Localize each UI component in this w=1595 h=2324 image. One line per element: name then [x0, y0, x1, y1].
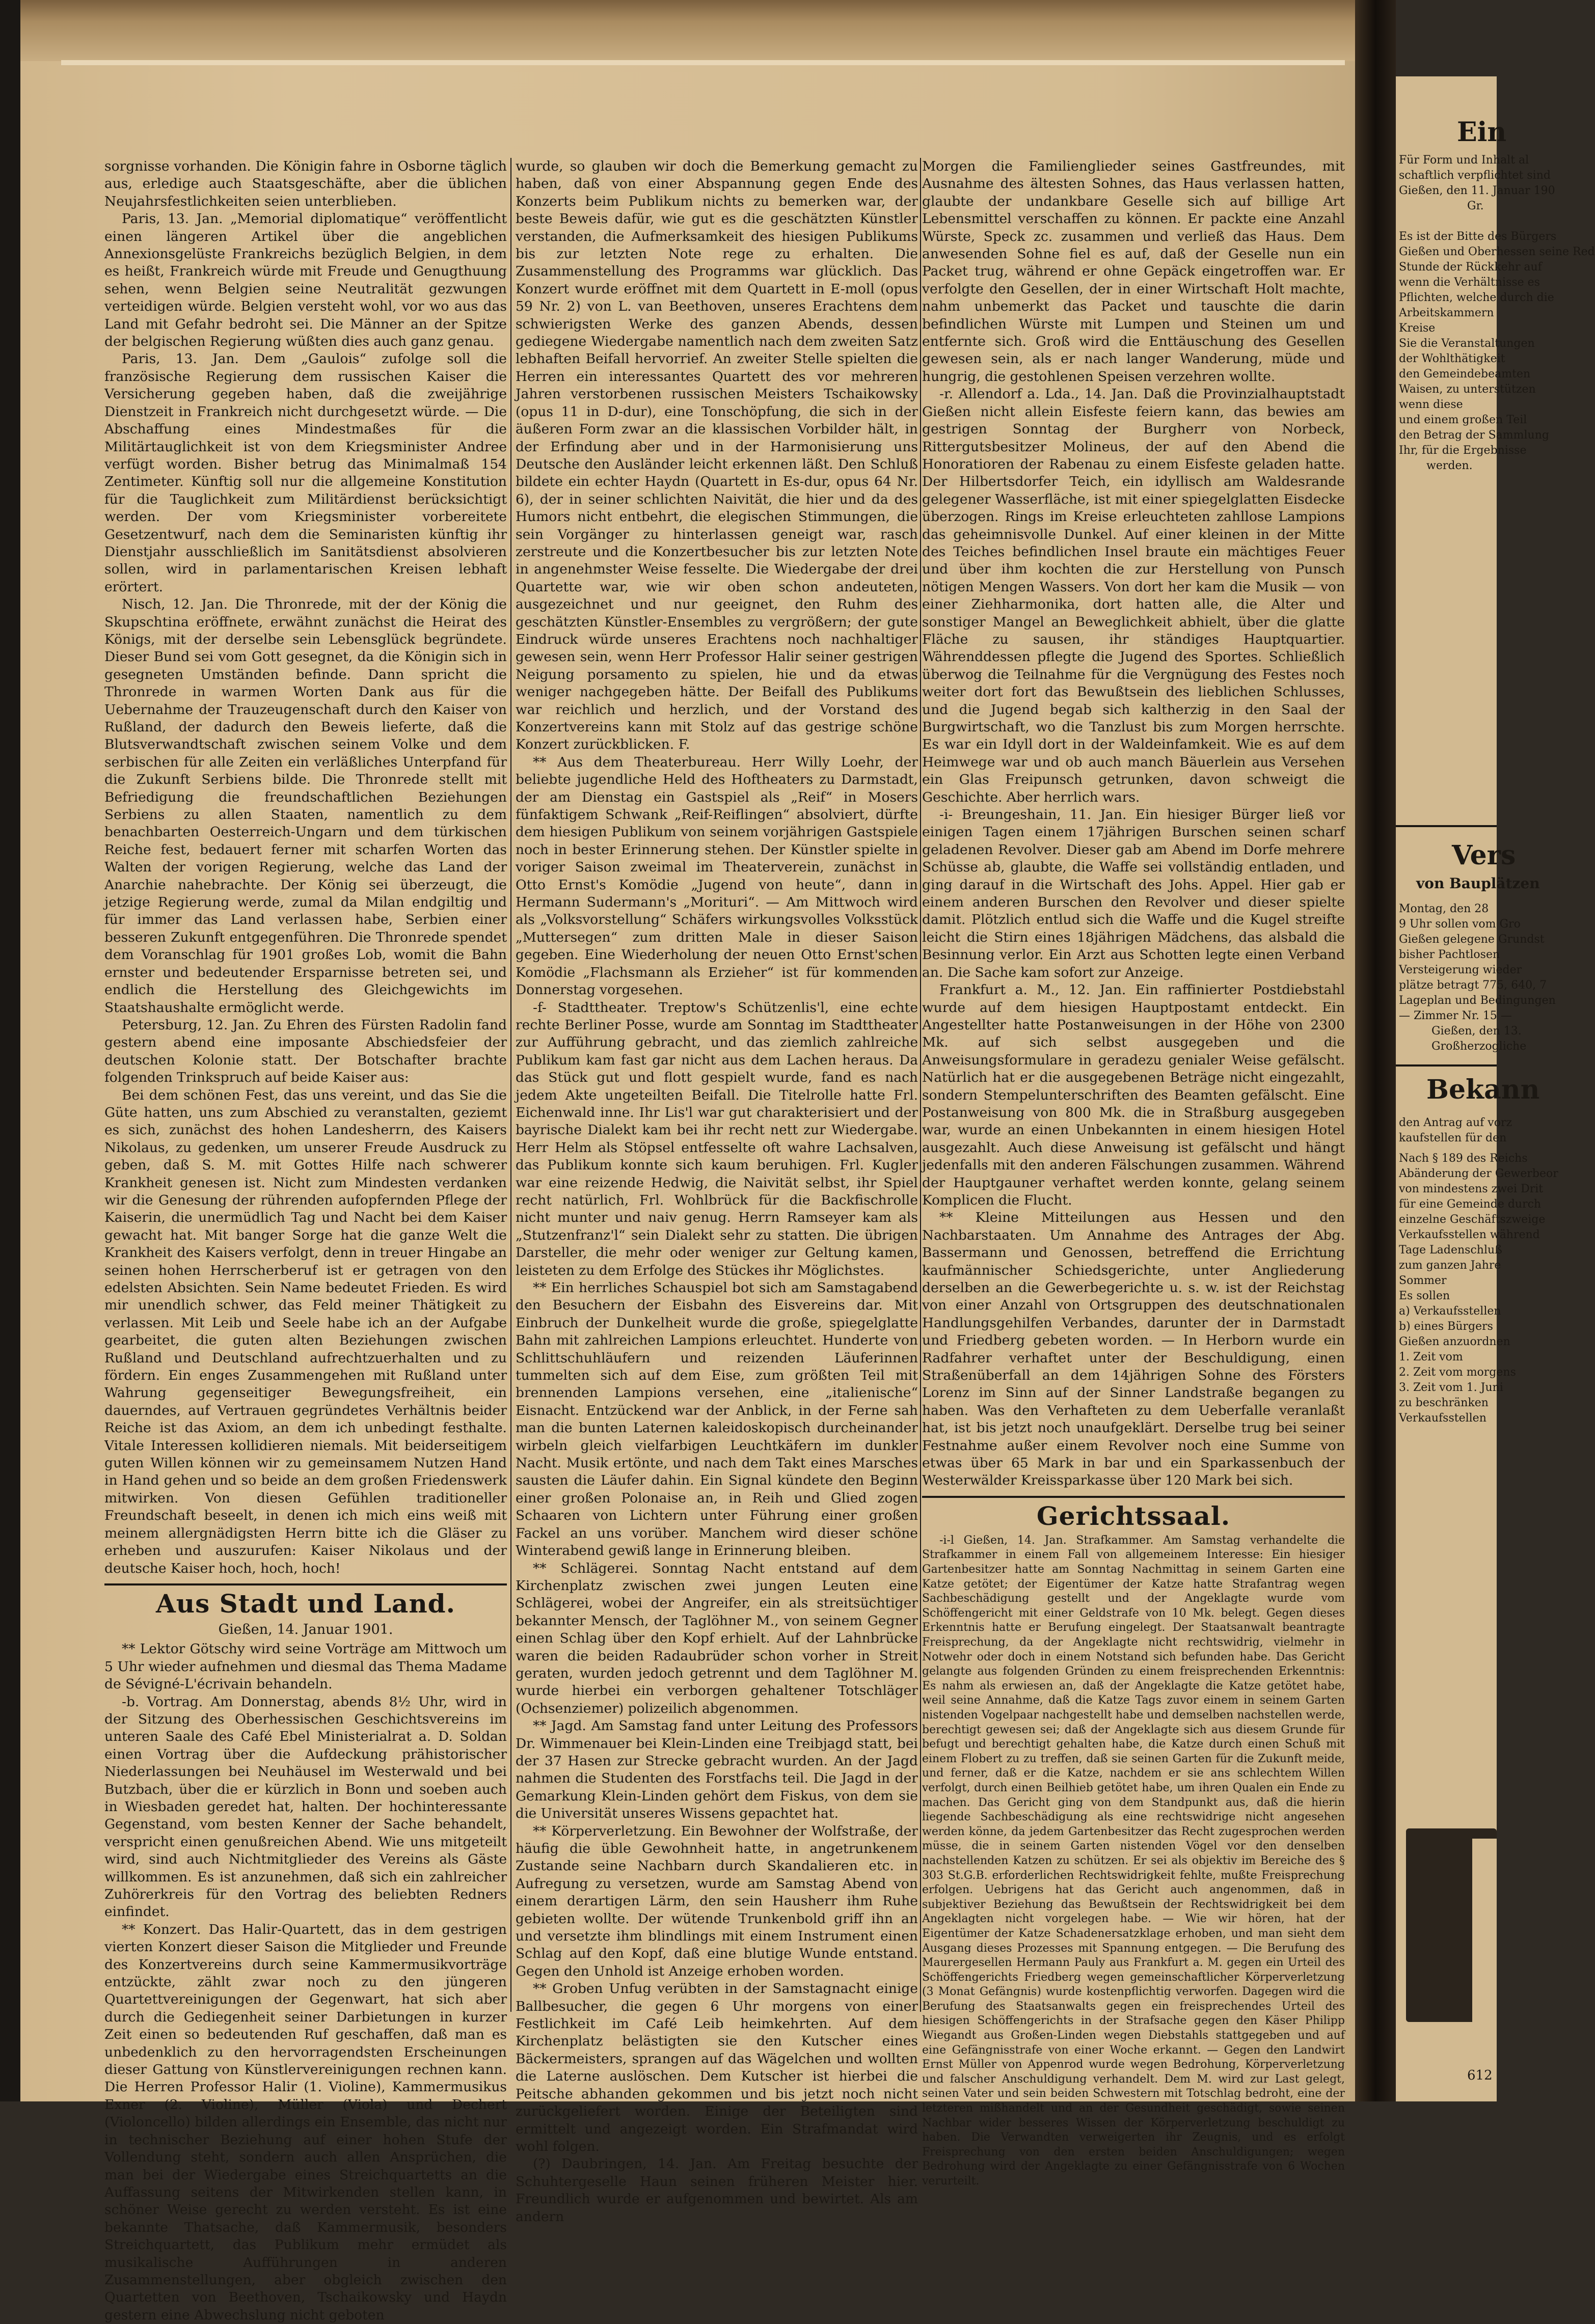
right-page-line: Sommer: [1399, 1274, 1447, 1287]
right-page-line: Verkaufsstellen: [1399, 1412, 1486, 1425]
right-page-line: Gießen und Oberhessen seine Red: [1399, 245, 1595, 258]
article-paragraph: -f- Stadttheater. Treptow's Schützenlis'l, eine echte rechte Berliner Posse, wurde am Sonntag im Stadttheater zur Aufführung gebracht, und das ziemlich zahlreiche Publikum kam fast gar nicht aus dem Lachen heraus. Da das Stück gut und flott gespielt wurde, fand es nach jedem Akte ungeteilten Beifall. Die Titelrolle hatte Frl. Eichenwald inne. Ihr Lis'l war gut charakterisiert und der bayrische Dialekt kam bei ihr recht nett zur Wiedergabe. Herr Helm als Stöpsel entfesselte oft wahre Lachsalven, das Publikum konnte sich kaum beruhigen. Frl. Kugler war eine reizende Hedwig, die Naivität selbst, ihr Spiel recht natürlich, Frl. Wohlbrück für die Backfischrolle nicht munter und naiv genug. Herrn Ramseyer kam als „Stutzenfranz'l“ sein Dialekt sehr zu statten. Die übrigen Darsteller, die mehr oder weniger zur Geltung kamen, leisteten zu dem Erfolge des Stückes ihr Möglichstes.: [516, 999, 918, 1278]
right-page-line: 9 Uhr sollen vom Gro: [1399, 918, 1521, 931]
article-paragraph: -r. Allendorf a. Lda., 14. Jan. Daß die Provinzialhauptstadt Gießen nicht allein Eisfeste feiern kann, das bewies am gestrigen Sonntag der Burgherr von Norbeck, Rittergutsbesitzer Molineus, der auf den Abend die Honoratioren der Rabenau zu einem Eisfeste geladen hatte. Der Hilbertsdorfer Teich, ein idyllisch am Waldesrande gelegener Wasserfläche, ist mit einer spiegelglatten Eisdecke überzogen. Rings im Kreise erleuchteten zahllose Lampions das geheimnisvolle Dunkel. Auf einer kleinen in der Mitte des Teiches befindlichen Insel braute ein mächtiges Feuer und über ihm kochten die zur Herstellung von Punsch nötigen Mengen Wassers. Von dort her kam die Musik — von einer Ziehharmonika, dort hatten alle, die Alter und sonstiger Mangel an Beweglichkeit abhielt, über die glatte Fläche zu sausen, ihr ständiges Hauptquartier. Währenddessen pflegte die Jugend des Sportes. Schließlich überwog die Teilnahme für die Vergnügung des Festes noch weiter dort fort das Bewußtsein des lieblichen Schlusses, und die Jugend begab sich kaltherzig in den Saal der Burgwirtschaft, wo die Tanzlust bis zum Morgen herrschte. Es war ein Idyll dort in der Waldeinfamkeit. Wie es auf dem Heimwege war und ob auch manch Bäuerlein aus Versehen ein Glas Freipunsch getrunken, davon schweigt die Geschichte. Aber herrlich wars.: [922, 386, 1345, 805]
article-paragraph: ** Kleine Mitteilungen aus Hessen und den Nachbarstaaten. Um Annahme des Antrages der Abg. Bassermann und Genossen, betreffend die Errichtung kaufmännischer Schiedsgerichte, unter Angliederung derselben an die Gewerbegerichte u. s. w. ist der Reichstag von einer Anzahl von Ortsgruppen des deutschnationalen Handlungsgehilfen Verbandes, darunter der in Darmstadt und Friedberg gebeten worden. — In Herborn wurde ein Radfahrer verhaftet unter der Beschuldigung, einen Straßenüberfall an dem 14jährigen Sohne des Försters Lorenz im Sinn auf der Sinner Landstraße begangen zu haben. Was den Verhafteten zu dem Ueberfalle veranlaßt hat, ist bis jetzt noch unaufgeklärt. Derselbe trug bei seiner Festnahme außer einem Revolver noch eine Summe von etwas über 65 Mark in bar und ein Sparkassenbuch der Westerwälder Kreissparkasse über 120 Mark bei sich.: [922, 1210, 1345, 1489]
court-report: -i-l Gießen, 14. Jan. Strafkammer. Am Samstag verhandelte die Strafkammer in einem Fall von allgemeinem Interesse: Ein hiesiger Gartenbesitzer hatte am Sonntag Nachmittag in seinem Garten eine Katze getötet; der Eigentümer der Katze hatte Strafantrag wegen Sachbeschädigung gestellt und der Angeklagte wurde vom Schöffengericht mit einer Geldstrafe von 10 Mk. belegt. Gegen dieses Erkenntnis hatte er Berufung eingelegt. Der Staatsanwalt beantragte Freisprechung, da der Angeklagte nicht rechtswidrig, vielmehr in Notwehr oder doch in einem Notstand sich befunden habe. Das Gericht gelangte aus folgenden Gründen zu einem freisprechenden Erkenntnis: Es nahm als erwiesen an, daß der Angeklagte die Katze getötet habe, weil seine Annahme, daß die Katze Tags zuvor einem in seinem Garten nistenden Vogelpaar nachgestellt habe und demselben nachstellen werde, berechtigt gewesen sei; daß der Angeklagte sich aus diesem Grunde für befugt und berechtigt gehalten habe, die Katze durch einen Schuß mit einem Flobert zu zu treffen, daß sie seinen Garten für die Zukunft meide, und ferner, daß er die Katze, nachdem er sie ans schlechtem Willen verfolgt, durch einen Beilhieb getötet habe, um ihren Qualen ein Ende zu machen. Das Gericht ging von dem Standpunkt aus, daß die hierin liegende Sachbeschädigung als eine rechtswidrige nicht angesehen werden könne, da jedem Gartenbesitzer das Recht zugesprochen werden müsse, die in seinem Garten nistenden Vögel vor den denselben nachstellenden Katzen zu schützen. Er sei als objektiv im Bereiche des § 303 St.G.B. erforderlichen Rechtswidrigkeit fehlte, mußte Freisprechung erfolgen. Uebrigens hat das Gericht auch angenommen, daß in subjektiver Beziehung das Bewußtsein der Rechtswidrigkeit bei dem Angeklagten nicht vorgelegen habe. — Wie wir hören, hat der Eigentümer der Katze Schadenersatzklage erhoben, und man sieht dem Ausgang dieses Prozesses mit Spannung entgegen. — Die Berufung des Maurergesellen Hermann Pauly aus Frankfurt a. M. gegen ein Urteil des Schöffengerichts Friedberg wegen gemeinschaftlicher Körperverletzung (3 Monat Gefängnis) wurde kostenpflichtig verworfen. Dagegen wird die Berufung des Staatsanwalts gegen ein freisprechendes Urteil des hiesigen Schöffengerichts in der Strafsache gegen den Käser Philipp Wiegandt aus Großen-Linden wegen Diebstahls stattgegeben und auf eine Gefängnisstrafe von einer Woche erkannt. — Gegen den Landwirt Ernst Müller von Appenrod wurde wegen Bedrohung, Körperverletzung und falscher Anschuldigung verhandelt. Dem M. wird zur Last gelegt, seinen Vater und sein beiden Schwestern mit Totschlag bedroht, eine der letzteren mißhandelt und an der Gesundheit geschädigt, sowie seinen Nachbar wider besseres Wissen der Körperverletzung beschuldigt zu haben. Die Verwandten verweigerten ihr Zeugnis, und es erfolgt Freisprechung von den ersten beiden Anschuldigungen; wegen Bedrohung wird der Angeklagte zu einer Gefängnisstrafe von 6 Wochen verurteilt.: [922, 1534, 1345, 2188]
right-page-line: für eine Gemeinde durch: [1399, 1198, 1542, 1211]
article-paragraph: ** Aus dem Theaterbureau. Herr Willy Loehr, der beliebte jugendliche Held des Hoftheaters zu Darmstadt, der am Dienstag ein Gastspiel als „Reif“ in Mosers fünfaktigem Schwank „Reif-Reiflingen“ absolviert, dürfte dem hiesigen Publikum von seinem vorjährigen Gastspiele noch in bester Erinnerung stehen. Der Künstler spielte in voriger Saison zweimal im Theaterverein, zunächst in Otto Ernst's Komödie „Jugend von heute“, dann in Hermann Sudermann's „Morituri“. — Am Mittwoch wird als „Volksvorstellung“ Schäfers wirkungsvolles Volksstück „Muttersegen“ zum dritten Male in dieser Saison gegeben. Eine Wiederholung der neuen Otto Ernst'schen Komödie „Flachsmann als Erzieher“ ist für kommenden Donnerstag vorgesehen.: [516, 754, 918, 998]
top-paper-edge: [61, 60, 1345, 65]
right-page-line: 3. Zeit vom 1. Juni: [1399, 1381, 1503, 1394]
section-rule: [922, 1493, 1345, 1498]
right-page-line: plätze betragt 775, 640, 7: [1399, 979, 1547, 992]
right-page-line: Gr.: [1467, 200, 1484, 212]
column-1: [104, 158, 507, 2324]
right-page-line: Waisen, zu unterstützen: [1399, 383, 1536, 396]
right-page-line: Es ist der Bitte des Bürgers: [1399, 230, 1557, 243]
top-fold: [20, 0, 1355, 61]
article-paragraph: ** Ein herrliches Schauspiel bot sich am Samstagabend den Besuchern der Eisbahn des Eisvereins dar. Mit Einbruch der Dunkelheit wurde die große, spiegelglatte Bahn mit zahlreichen Lampions erleuchtet. Hunderte von Schlittschuhläufern und reizenden Läuferinnen tummelten sich auf dem Eise, zum größten Teil mit brennenden Lampions versehen, eine „italienische“ Eisnacht. Entzückend war der Anblick, in der Ferne sah man die bunten Laternen kaleidoskopisch durcheinander wirbeln gleich vielfarbigen Leuchtkäfern im dunkler Nacht. Musik ertönte, und nach dem Takt eines Marsches sausten die Läufer dahin. Ein Signal kündete den Beginn einer großen Polonaise an, in Reih und Glied zogen Schaaren von Lichtern unter Führung einer großen Fackel an uns vorüber. Manchem wird dieser schöne Winterabend gewiß lange in Erinnerung bleiben.: [516, 1280, 918, 1559]
right-page-line: Gießen anzuordnen: [1399, 1335, 1510, 1348]
right-page-line: Versteigerung wieder: [1399, 964, 1522, 976]
right-page-line: Gießen, den 13.: [1431, 1025, 1522, 1037]
article-paragraph: Frankfurt a. M., 12. Jan. Ein raffinierter Postdiebstahl wurde auf dem hiesigen Hauptpostamt entdeckt. Ein Angestellter hatte Postanweisungen in der Höhe von 2300 Mk. auf sich selbst ausgegeben und die Anweisungsformulare in geradezu genialer Weise gefälscht. Natürlich hat er die ausgegebenen Beträge nicht eingezahlt, sondern Stempelunterschriften des Beamten gefälscht. Eine Postanweisung von 800 Mk. die in Straßburg ausgegeben war, wurde an einen Unbekannten in einem hiesigen Hotel ausgezahlt. Auch diese Anweisung ist gefälscht und hängt jedenfalls mit den anderen Fälschungen zusammen. Während der Hauptgauner verhaftet werden konnte, gelang seinem Komplicen die Flucht.: [922, 982, 1345, 1208]
right-page-line: Gießen gelegene Grundst: [1399, 933, 1545, 946]
right-page-line: Für Form und Inhalt al: [1399, 154, 1529, 167]
article-paragraph: ** Konzert. Das Halir-Quartett, das in dem gestrigen vierten Konzert dieser Saison die Mitglieder und Freunde des Konzertvereins durch seine Kammermusikvorträge entzückte, zählt zwar noch zu den jüngeren Quartettvereinigungen der Gegenwart, hat sich aber durch die Gediegenheit seiner Darbietungen in kurzer Zeit einen so bedeutenden Ruf geschaffen, daß man es unbedenklich zu den hervorragendsten Erscheinungen dieser Gattung von Künstlervereinigungen rechnen kann. Die Herren Professor Halir (1. Violine), Kammermusikus Exner (2. Violine), Müller (Viola) und Dechert (Violoncello) bilden allerdings ein Ensemble, das nicht nur in technischer Beziehung auf einer hohen Stufe der Vollendung steht, sondern auch allen Ansprüchen, die man bei der Wiedergabe eines Streichquartetts an die Auffassung seitens der Mitwirkenden stellen kann, in schöner Weise gerecht zu werden versteht. Es ist eine bekannte Thatsache, daß Kammermusik, besonders Streichquartett, das Publikum mehr ermüdet als musikalische Aufführungen in anderen Zusammenstellungen, aber obgleich zwischen den Quartetten von Beethoven, Tschaikowsky und Haydn gestern eine Abwechslung nicht geboten: [104, 1921, 507, 2323]
right-page-heading: Vers: [1452, 840, 1516, 871]
article-paragraph: Bei dem schönen Fest, das uns vereint, und das Sie die Güte hatten, uns zum Abschied zu veranstalten, geziemt es sich, zunächst des hohen Landesherrn, des Kaisers Nikolaus, zu gedenken, um unserer Freude Ausdruck zu geben, daß S. M. mit Gottes Hilfe nach schwerer Krankheit genesen ist. Nicht zum Mindesten verdanken wir die Genesung der rührenden aufopfernden Pflege der Kaiserin, die unermüdlich Tag und Nacht bei dem Kaiser gewacht hat. Mit banger Sorge hat die ganze Welt die Krankheit des Kaisers verfolgt, denn in treuer Hingabe an seinen hohen Herrscherberuf ist er getragen von den edelsten Absichten. Sein Name bedeutet Frieden. Es wird mir unendlich schwer, das Feld meiner Thätigkeit zu verlassen. Mit Leib und Seele habe ich an der Aufgabe gearbeitet, die guten alten Beziehungen zwischen Rußland und Deutschland aufrechtzuerhalten und zu fördern. Ein enges Zusammengehen mit Rußland unter Wahrung gegenseitiger Bewegungsfreiheit, ein dauerndes, auf Vertrauen gegründetes Verhältnis beider Reiche ist das Axiom, an dem ich unbedingt festhalte. Vitale Interessen kollidieren niemals. Mit beiderseitigem guten Willen können wir zu gemeinsamem Nutzen Hand in Hand gehen und so beide an dem großen Friedenswerk mitwirken. Von diesen Gefühlen traditioneller Freundschaft beseelt, in denen ich mich eins weiß mit meinem allergnädigsten Herrn bitte ich die Gläser zu erheben und auszurufen: Kaiser Nikolaus und der deutsche Kaiser hoch, hoch, hoch!: [104, 1087, 507, 1576]
column-2: [516, 158, 918, 2226]
article-paragraph: Petersburg, 12. Jan. Zu Ehren des Fürsten Radolin fand gestern abend eine imposante Abschiedsfeier der deutschen Kolonie statt. Der Botschafter brachte folgenden Trinkspruch auf beide Kaiser aus:: [104, 1017, 507, 1086]
right-page-line: — Zimmer Nr. 15 —: [1399, 1009, 1512, 1022]
right-page-line: bisher Pachtlosen: [1399, 948, 1500, 961]
article-paragraph: ** Groben Unfug verübten in der Samstagnacht einige Ballbesucher, die gegen 6 Uhr morgens von einer Festlichkeit im Café Leib heimkehrten. Auf dem Kirchenplatz belästigten sie den Kutscher eines Bäckermeisters, sprangen auf das Wägelchen und wollten die Laterne auslöschen. Dem Kutscher ist hierbei die Peitsche abhanden gekommen und bis jetzt noch nicht zurückgeliefert worden. Einige der Beteiligten sind ermittelt und angezeigt worden. Ein Strafmandat wird wohl folgen.: [516, 1981, 918, 2154]
column-divider: [510, 158, 511, 2012]
right-page-line: wenn diese: [1399, 398, 1463, 411]
article-paragraph: (?) Daubringen, 14. Jan. Am Freitag besuchte der Schuhtergeselle Haun seinen früheren Meister hier. Freundlich wurde er aufgenommen und bewirtet. Als am andern: [516, 2156, 918, 2225]
article-paragraph: ** Lektor Götschy wird seine Vorträge am Mittwoch um 5 Uhr wieder aufnehmen und diesmal das Thema Madame de Sévigné-L'écrivain behandeln.: [104, 1641, 507, 1692]
right-page-line: den Betrag der Sammlung: [1399, 429, 1549, 442]
right-page-line: a) Verkaufsstellen: [1399, 1305, 1501, 1318]
right-page-line: Pflichten, welche durch die: [1399, 291, 1554, 304]
article-paragraph: Paris, 13. Jan. Dem „Gaulois“ zufolge soll die französische Regierung dem russischen Kaiser die Versicherung gegeben haben, daß die zweijährige Dienstzeit in Frankreich nicht durchgesetzt würde. — Die Abschaffung eines Mindestmaßes für die Militärtauglichkeit ist von dem Kriegsminister Andree verfügt worden. Bisher betrug das Minimalmaß 154 Zentimeter. Künftig soll nur die allgemeine Konstitution für die Tauglichkeit zum Militärdienst berücksichtigt werden. Der vom Kriegsminister vorbereitete Gesetzentwurf, nach dem die Seminaristen künftig ihr Dienstjahr ausschließlich im Sanitätsdienst absolvieren sollen, wird in parlamentarischen Kreisen lebhaft erörtert.: [104, 351, 507, 595]
right-page-line: Abänderung der Gewerbeor: [1399, 1167, 1558, 1180]
right-page-subheading: von Bauplätzen: [1416, 875, 1540, 892]
right-page-line: den Gemeindebeamten: [1399, 368, 1531, 380]
right-page: [1396, 76, 1595, 2101]
right-page-line: einzelne Geschäftszweige: [1399, 1213, 1546, 1226]
article-paragraph: wurde, so glauben wir doch die Bemerkung gemacht zu haben, daß von einer Abspannung gegen Ende des Konzerts beim Publikum nichts zu bemerken war, der beste Beweis dafür, wie gut es die geschätzten Künstler verstanden, die Aufmerksamkeit des hiesigen Publikums bis zur letzten Note rege zu erhalten. Die Zusammenstellung des Programms war glücklich. Das Konzert wurde eröffnet mit dem Quartett in E-moll (opus 59 Nr. 2) von L. van Beethoven, unseres Erachtens dem schwierigsten Werke des ganzen Abends, dessen gediegene Wiedergabe namentlich nach dem zweiten Satz lebhaften Beifall hervorrief. An zweiter Stelle spielten die Herren ein interessantes Quartett des vor mehreren Jahren verstorbenen russischen Meisters Tschaikowsky (opus 11 in D-dur), eine Tonschöpfung, die sich in der äußeren Form zwar an die klassischen Vorbilder hält, in der Erfindung aber und in der Harmonisierung uns Deutsche den Ausländer leicht erkennen läßt. Den Schluß bildete ein echter Haydn (Quartett in Es-dur, opus 64 Nr. 6), der in seiner schlichten Naivität, die hier und da des Humors nicht entbehrt, die elegischen Stimmungen, die sein Vorgänger zu hinterlassen geneigt war, rasch zerstreute und die Konzertbesucher bis zur letzten Note in angenehmster Weise fesselte. Die Wiedergabe der drei Quartette war, wie wir oben schon andeuteten, ausgezeichnet und nur geeignet, den Ruhm des geschätzten Künstler-Ensembles zu vergrößern; der gute Eindruck würde unseres Erachtens noch nachhaltiger gewesen sein, wenn Herr Professor Halir seiner gestrigen Neigung porsamento zu spielen, hie und da etwas weniger nachgegeben hätte. Der Beifall des Publikums war reichlich und herzlich, und der Vorstand des Konzertvereins kann mit Stolz auf das gestrige schöne Konzert zurückblicken. F.: [516, 158, 918, 753]
column-divider: [920, 158, 921, 2012]
right-page-line: Es sollen: [1399, 1290, 1450, 1302]
right-page-line: von mindestens zwei Drit: [1399, 1183, 1544, 1195]
right-page-line: werden.: [1426, 459, 1473, 472]
right-page-line: Stunde der Rückkehr auf: [1399, 261, 1542, 274]
article-paragraph: ** Jagd. Am Samstag fand unter Leitung des Professors Dr. Wimmenauer bei Klein-Linden eine Treibjagd statt, bei der 37 Hasen zur Strecke gebracht wurden. An der Jagd nahmen die Studenten des Forstfachs teil. Die Jagd in der Gemarkung Klein-Linden gehört dem Fiskus, von dem sie die Universität unseres Wissens gepachtet hat.: [516, 1718, 918, 1822]
right-page-heading: Bekann: [1426, 1074, 1540, 1105]
article-paragraph: ** Schlägerei. Sonntag Nacht entstand auf dem Kirchenplatz zwischen zwei jungen Leuten eine Schlägerei, wobei der Angreifer, ein als streitsüchtiger bekannter Mensch, der Taglöhner M., von seinem Gegner einen Schlag über den Kopf erhielt. Auf der Lahnbrücke waren die beiden Radaubrüder schon vorher in Streit geraten, wurden jedoch getrennt und dem Taglöhner M. wurde hierbei ein verborgen gehaltener Totschläger (Ochsenziemer) polizeilich abgenommen.: [516, 1560, 918, 1716]
right-page-line: zum ganzen Jahre: [1399, 1259, 1501, 1272]
right-page-line: den Antrag auf vorz: [1399, 1116, 1512, 1129]
page-number: 612: [1467, 2068, 1493, 2083]
article-paragraph: Paris, 13. Jan. „Memorial diplomatique“ veröffentlicht einen längeren Artikel über die angeblichen Annexionsgelüste Frankreichs bezüglich Belgien, in dem es heißt, Frankreich würde mit Freude und Genugthuung sehen, wenn Belgien seine Neutralität gezwungen verteidigen würde. Belgien versteht wohl, vor wo aus das Land mit Gefahr bedroht sei. Die Männer an der Spitze der belgischen Regierung wüßten dies auch ganz genau.: [104, 211, 507, 350]
right-page-line: Sie die Veranstaltungen: [1399, 337, 1535, 350]
section-title: Gerichtssaal.: [1036, 1500, 1231, 1531]
right-page-rule: [1396, 1064, 1497, 1067]
article-paragraph: Morgen die Familienglieder seines Gastfreundes, mit Ausnahme des ältesten Sohnes, das Haus verlassen hatten, glaubte der undankbare Geselle sich auf billige Art Lebensmittel verschaffen zu können. Er packte eine Anzahl Würste, Speck zc. zusammen und verließ das Haus. Dem anwesenden Sohne fiel es auf, daß der Geselle nun ein Packet trug, während er ohne Gepäck eingetroffen war. Er verfolgte den Gesellen, der in einer Wirtschaft Holt machte, nahm unbemerkt das Packet und tauschte die darin befindlichen Würste mit Lumpen und Steinen um und entfernte sich. Groß wird die Enttäuschung des Gesellen gewesen sein, als er nach langer Wanderung, müde und hungrig, die gestohlenen Speisen verzehren wollte.: [922, 158, 1345, 385]
right-page-rule: [1396, 825, 1497, 827]
right-page-line: zu beschränken: [1399, 1397, 1489, 1409]
right-page-line: Verkaufsstellen während: [1399, 1228, 1540, 1241]
column-3: [922, 158, 1345, 2189]
right-page-line: und einem großen Teil: [1399, 414, 1527, 426]
advertisement-text-area: [1472, 1839, 1497, 2022]
right-page-line: der Wohlthätigkeit: [1399, 352, 1505, 365]
right-page-line: Montag, den 28: [1399, 903, 1489, 915]
right-page-line: kaufstellen für den: [1399, 1132, 1507, 1144]
right-page-line: b) eines Bürgers: [1399, 1320, 1493, 1333]
right-page-line: Arbeitskammern: [1399, 307, 1494, 319]
right-page-line: Lageplan und Bedingungen: [1399, 994, 1556, 1007]
right-page-heading: Ein: [1457, 117, 1507, 148]
book-gutter: [1355, 0, 1396, 2101]
right-page-line: Großherzogliche: [1431, 1040, 1527, 1053]
section-rule: [104, 1580, 507, 1585]
article-paragraph: sorgnisse vorhanden. Die Königin fahre in Osborne täglich aus, erledige auch Staatsgeschäfte, aber die üblichen Neujahrsfestlichkeiten seien unterblieben.: [104, 158, 507, 209]
article-paragraph: -b. Vortrag. Am Donnerstag, abends 8½ Uhr, wird in der Sitzung des Oberhessischen Geschichtsvereins im unteren Saale des Café Ebel Ministerialrat a. D. Soldan einen Vortrag über die Aufdeckung prähistorischer Niederlassungen bei Neuhäusel im Westerwald und bei Butzbach, über die er kürzlich in Bonn und soeben auch in Wiesbaden geredet hat, halten. Der hochinteressante Gegenstand, vom besten Kenner der Sache behandelt, verspricht einen genußreichen Abend. Wie uns mitgeteilt wird, sind auch Nichtmitglieder des Vereins als Gäste willkommen. Es ist anzunehmen, daß sich ein zahlreicher Zuhörerkreis für den Vortrag des beliebten Redners einfindet.: [104, 1693, 507, 1920]
right-page-line: 1. Zeit vom: [1399, 1351, 1463, 1363]
article-paragraph: -i- Breungeshain, 11. Jan. Ein hiesiger Bürger ließ vor einigen Tagen einem 17jährigen Burschen seinen scharf geladenen Revolver. Dieser gab am Abend im Dorfe mehrere Schüsse ab, glaubte, die Waffe sei vollständig entladen, und ging darauf in die Wirtschaft des Johs. Appel. Hier gab er einem anderen Burschen den Revolver und dieser spielte damit. Plötzlich entlud sich die Waffe und die Kugel streifte leicht die Stirn eines 18jährigen Mädchens, das alsbald die Besinnung verlor. Ein Arzt aus Schotten legte einen Verband an. Die Sache kam sofort zur Anzeige.: [922, 807, 1345, 980]
section-title: Aus Stadt und Land.: [155, 1588, 456, 1619]
right-page-line: 2. Zeit vom morgens: [1399, 1366, 1516, 1379]
right-page-line: wenn die Verhältnisse es: [1399, 276, 1540, 289]
right-page-line: Tage Ladenschluß: [1399, 1244, 1502, 1256]
article-paragraph: Nisch, 12. Jan. Die Thronrede, mit der der König die Skupschtina eröffnete, erwähnt zunächst die Heirat des Königs, mit der derselbe sein Lebensglück begründete. Dieser Bund sei vom Gott gesegnet, da die Königin sich in gesegneten Umständen befinde. Dann spricht die Thronrede in warmen Worten Dank aus für die Uebernahme der Trauzeugenschaft durch den Kaiser von Rußland, der dadurch den Beweis lieferte, daß die Blutsverwandtschaft zwischen seinem Volke und dem serbischen für alle Zeiten ein verläßliches Unterpfand für die Zukunft Serbiens bilde. Die Thronrede stellt mit Befriedigung die freundschaftlichen Beziehungen Serbiens zu allen Staaten, namentlich zu dem benachbarten Oesterreich-Ungarn und dem türkischen Reiche fest, bedauert ferner mit scharfen Worten das Walten der vorigen Regierung, welche das Land der Anarchie nahebrachte. Der König sei überzeugt, die jetzige Regierung werde, zumal da Milan endgiltig und für immer das Land verlassen habe, Serbien einer besseren Zukunft entgegenführen. Die Thronrede spendet dem Voranschlag für 1901 großes Lob, womit die Bahn ernster und bedeutender Ersparnisse betreten sei, und endlich die Herstellung des Gleichgewichts im Staatshaushalte ermöglicht werde.: [104, 596, 507, 1016]
right-page-line: Gießen, den 11. Januar 190: [1399, 184, 1555, 197]
article-paragraph: ** Körperverletzung. Ein Bewohner der Wolfstraße, der häufig die üble Gewohnheit hatte, in angetrunkenem Zustande seine Nachbarn durch Skandalieren etc. in Aufregung zu versetzen, wurde am Samstag Abend von einem derartigen Lärm, den sein Hausherr ihm Ruhe gebieten wollte. Der wütende Trunkenbold griff ihn an und versetzte ihm blindlings mit einem Instrument einen Schlag auf den Kopf, daß eine blutige Wunde entstand. Gegen den Unhold ist Anzeige erhoben worden.: [516, 1823, 918, 1979]
right-page-line: Ihr, für die Ergebnisse: [1399, 444, 1527, 457]
dateline: Gießen, 14. Januar 1901.: [218, 1621, 393, 1637]
right-page-line: schaftlich verpflichtet sind: [1399, 169, 1551, 182]
right-page-line: Kreise: [1399, 322, 1436, 335]
right-page-line: Nach § 189 des Reichs: [1399, 1152, 1528, 1165]
left-page-edge: [0, 0, 20, 2101]
